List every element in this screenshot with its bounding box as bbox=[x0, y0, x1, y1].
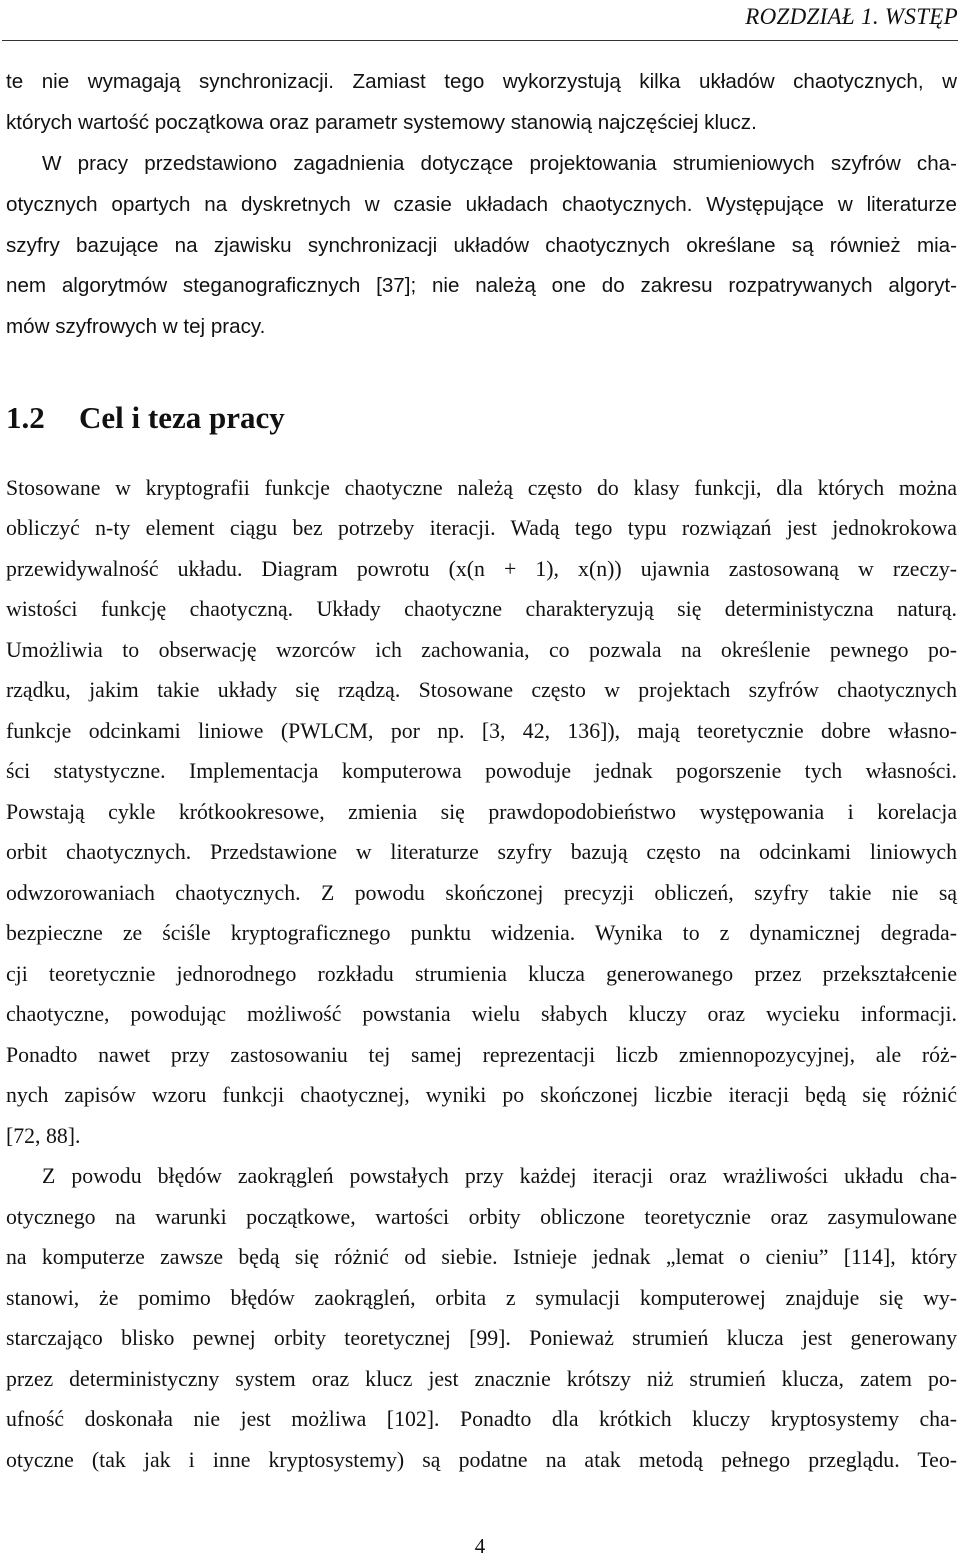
text-line: ufność doskonała nie jest możliwa [102]. Ponadto dla krótkich kluczy kryptosystemy cha- bbox=[6, 1407, 957, 1431]
page-number: 4 bbox=[474, 1534, 486, 1558]
text-line: przez deterministyczny system oraz klucz jest znacznie krótszy niż strumień klucza, zatem po- bbox=[6, 1367, 957, 1391]
text-line: obliczyć n-ty element ciągu bez potrzeby iteracji. Wadą tego typu rozwiązań jest jednokrokowa bbox=[6, 516, 957, 540]
text-line: chaotyczne, powodując możliwość powstania wielu słabych kluczy oraz wycieku informacji. bbox=[6, 1002, 957, 1026]
text-line: bezpieczne ze ściśle kryptograficznego punktu widzenia. Wynika to z dynamicznej degrada- bbox=[6, 921, 957, 945]
text-line: nem algorytmów steganograficznych [37]; nie należą one do zakresu rozpatrywanych algoryt- bbox=[6, 274, 957, 297]
text-line: [72, 88]. bbox=[6, 1124, 81, 1148]
text-line: szyfry bazujące na zjawisku synchronizacji układów chaotycznych określane są również mia- bbox=[6, 234, 957, 257]
text-line: starczająco blisko pewnej orbity teoretycznej [99]. Ponieważ strumień klucza jest generowany bbox=[6, 1326, 957, 1350]
text-line: te nie wymagają synchronizacji. Zamiast tego wykorzystują kilka układów chaotycznych, w bbox=[6, 70, 957, 93]
text-line: funkcje odcinkami liniowe (PWLCM, por np. [3, 42, 136]), mają teoretycznie dobre własno- bbox=[6, 719, 957, 743]
text-line: przewidywalność układu. Diagram powrotu (x(n + 1), x(n)) ujawnia zastosowaną w rzeczy- bbox=[6, 557, 957, 581]
text-line: nych zapisów wzoru funkcji chaotycznej, wyniki po skończonej liczbie iteracji będą się różnić bbox=[6, 1083, 957, 1107]
text-line: Ponadto nawet przy zastosowaniu tej samej reprezentacji liczb zmiennopozycyjnej, ale róż- bbox=[6, 1043, 957, 1067]
text-line: orbit chaotycznych. Przedstawione w literaturze szyfry bazują często na odcinkami liniowych bbox=[6, 840, 957, 864]
text-line: otyczne (tak jak i inne kryptosystemy) są podatne na atak metodą pełnego przeglądu. Teo- bbox=[6, 1448, 957, 1472]
text-line: otycznego na warunki początkowe, wartości orbity obliczone teoretycznie oraz zasymulowane bbox=[6, 1205, 957, 1229]
text-line: otycznych opartych na dyskretnych w czasie układach chaotycznych. Występujące w literaturze bbox=[6, 193, 957, 216]
text-line: cji teoretycznie jednorodnego rozkładu strumienia klucza generowanego przez przekształcenie bbox=[6, 962, 957, 986]
text-line: wistości funkcję chaotyczną. Układy chaotyczne charakteryzują się deterministyczna naturą. bbox=[6, 597, 957, 621]
header-rule bbox=[2, 40, 958, 41]
text-line: Stosowane w kryptografii funkcje chaotyczne należą często do klasy funkcji, dla których można bbox=[6, 476, 957, 500]
text-line: Z powodu błędów zaokrągleń powstałych przy każdej iteracji oraz wrażliwości układu cha- bbox=[42, 1164, 957, 1188]
section-number: 1.2 bbox=[6, 400, 45, 435]
text-line: Umożliwia to obserwację wzorców ich zachowania, co pozwala na określenie pewnego po- bbox=[6, 638, 957, 662]
text-line: rządku, jakim takie układy się rządzą. Stosowane często w projektach szyfrów chaotycznych bbox=[6, 678, 957, 702]
text-line: stanowi, że pomimo błędów zaokrągleń, orbita z symulacji komputerowej znajduje się wy- bbox=[6, 1286, 957, 1310]
running-header: ROZDZIAŁ 1. WSTĘP bbox=[745, 4, 958, 29]
section-title: Cel i teza pracy bbox=[79, 400, 285, 435]
text-line: ści statystyczne. Implementacja komputerowa powoduje jednak pogorszenie tych własności. bbox=[6, 759, 957, 783]
text-line: odwzorowaniach chaotycznych. Z powodu skończonej precyzji obliczeń, szyfry takie nie są bbox=[6, 881, 957, 905]
text-line: których wartość początkowa oraz parametr systemowy stanowią najczęściej klucz. bbox=[6, 111, 757, 134]
section-heading bbox=[6, 400, 285, 436]
text-line: mów szyfrowych w tej pracy. bbox=[6, 315, 266, 338]
text-line: na komputerze zawsze będą się różnić od siebie. Istnieje jednak „lemat o cieniu” [114], który bbox=[6, 1245, 957, 1269]
text-line: Powstają cykle krótkookresowe, zmienia się prawdopodobieństwo występowania i korelacja bbox=[6, 800, 957, 824]
text-line: W pracy przedstawiono zagadnienia dotyczące projektowania strumieniowych szyfrów cha- bbox=[42, 152, 957, 175]
